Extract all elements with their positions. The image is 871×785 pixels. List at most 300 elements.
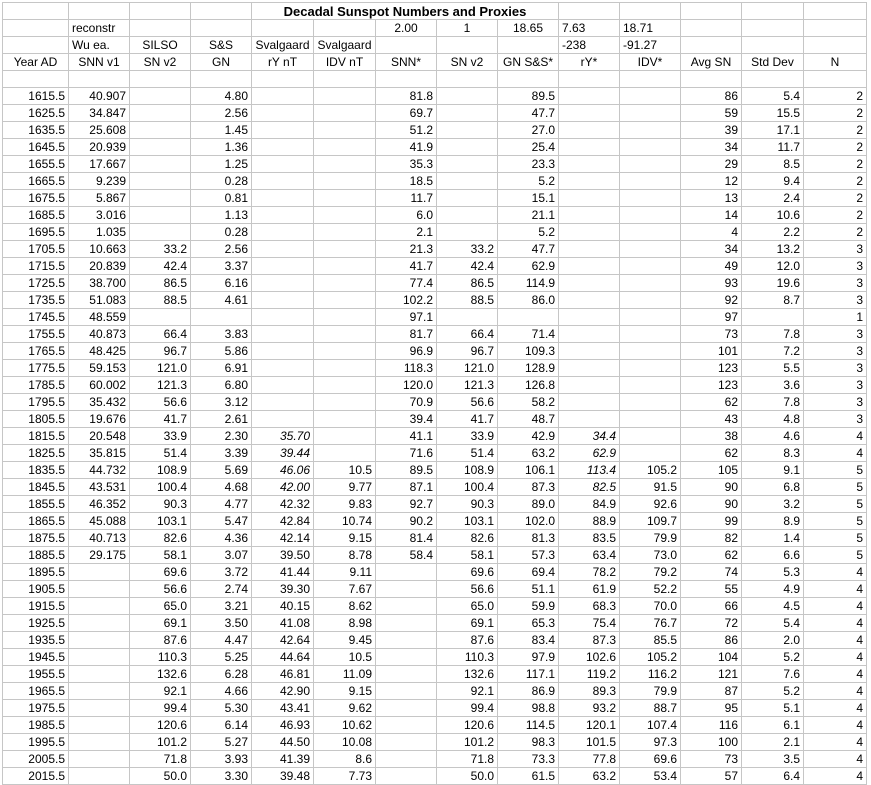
cell[interactable] [252,71,314,88]
data-cell[interactable]: 97.1 [376,309,437,326]
data-cell[interactable] [620,309,681,326]
data-cell[interactable]: 105 [681,462,742,479]
data-cell[interactable]: 58.4 [376,547,437,564]
data-cell[interactable]: 101.5 [559,734,620,751]
data-cell[interactable]: 46.81 [252,666,314,683]
year-cell[interactable]: 2005.5 [3,751,69,768]
header-cell[interactable]: Svalgaard [314,37,376,54]
data-cell[interactable]: 3.016 [69,207,130,224]
data-cell[interactable]: 5 [804,513,867,530]
data-cell[interactable] [620,445,681,462]
data-cell[interactable]: 21.3 [376,241,437,258]
data-cell[interactable]: 5 [804,479,867,496]
data-cell[interactable]: 107.4 [620,717,681,734]
data-cell[interactable]: 39 [681,122,742,139]
data-cell[interactable]: 63.2 [559,768,620,785]
data-cell[interactable]: 2 [804,105,867,122]
header-cell[interactable] [437,37,498,54]
data-cell[interactable]: 40.873 [69,326,130,343]
year-cell[interactable]: 1885.5 [3,547,69,564]
data-cell[interactable] [620,156,681,173]
data-cell[interactable]: 5.4 [742,615,804,632]
data-cell[interactable] [559,207,620,224]
data-cell[interactable]: 1.36 [191,139,252,156]
header-cell[interactable]: GN [191,54,252,71]
data-cell[interactable]: 100 [681,734,742,751]
data-cell[interactable] [559,377,620,394]
data-cell[interactable]: 109.3 [498,343,559,360]
data-cell[interactable] [559,411,620,428]
data-cell[interactable]: 3.6 [742,377,804,394]
data-cell[interactable]: 73.3 [498,751,559,768]
data-cell[interactable]: 4 [804,700,867,717]
data-cell[interactable]: 5.69 [191,462,252,479]
cell[interactable] [69,71,130,88]
data-cell[interactable]: 121.3 [130,377,191,394]
data-cell[interactable] [314,326,376,343]
data-cell[interactable] [69,598,130,615]
data-cell[interactable]: 8.9 [742,513,804,530]
data-cell[interactable]: 42.00 [252,479,314,496]
data-cell[interactable] [559,292,620,309]
year-cell[interactable]: 1905.5 [3,581,69,598]
data-cell[interactable]: 116.2 [620,666,681,683]
data-cell[interactable]: 2.0 [742,632,804,649]
data-cell[interactable]: 100.4 [437,479,498,496]
year-cell[interactable]: 1625.5 [3,105,69,122]
data-cell[interactable] [252,258,314,275]
data-cell[interactable]: 89.5 [498,88,559,105]
data-cell[interactable] [437,173,498,190]
year-cell[interactable]: 1875.5 [3,530,69,547]
data-cell[interactable]: 5.86 [191,343,252,360]
cell[interactable] [376,71,437,88]
data-cell[interactable]: 9.239 [69,173,130,190]
data-cell[interactable]: 20.548 [69,428,130,445]
data-cell[interactable]: 70.9 [376,394,437,411]
data-cell[interactable] [620,241,681,258]
data-cell[interactable]: 73 [681,751,742,768]
data-cell[interactable]: 4 [804,734,867,751]
data-cell[interactable]: 102.0 [498,513,559,530]
data-cell[interactable]: 5 [804,547,867,564]
data-cell[interactable]: 10.5 [314,462,376,479]
data-cell[interactable]: 69.1 [437,615,498,632]
data-cell[interactable]: 19.6 [742,275,804,292]
data-cell[interactable]: 46.06 [252,462,314,479]
year-cell[interactable]: 1685.5 [3,207,69,224]
data-cell[interactable] [559,343,620,360]
data-cell[interactable]: 121.0 [130,360,191,377]
data-cell[interactable]: 77.4 [376,275,437,292]
data-cell[interactable]: 29 [681,156,742,173]
year-cell[interactable]: 1745.5 [3,309,69,326]
data-cell[interactable]: 92.7 [376,496,437,513]
data-cell[interactable]: 33.9 [437,428,498,445]
data-cell[interactable]: 92.1 [437,683,498,700]
data-cell[interactable]: 10.6 [742,207,804,224]
data-cell[interactable] [437,224,498,241]
data-cell[interactable] [252,411,314,428]
data-cell[interactable] [498,309,559,326]
data-cell[interactable]: 7.8 [742,326,804,343]
data-cell[interactable]: 87.1 [376,479,437,496]
data-cell[interactable] [130,207,191,224]
header-cell[interactable]: Std Dev [742,54,804,71]
data-cell[interactable] [620,326,681,343]
data-cell[interactable]: 79.9 [620,530,681,547]
data-cell[interactable]: 4 [804,768,867,785]
header-cell[interactable]: IDV nT [314,54,376,71]
data-cell[interactable]: 4 [804,428,867,445]
data-cell[interactable]: 38 [681,428,742,445]
data-cell[interactable]: 5.47 [191,513,252,530]
data-cell[interactable]: 101 [681,343,742,360]
data-cell[interactable]: 9.62 [314,700,376,717]
data-cell[interactable]: 5.2 [498,173,559,190]
data-cell[interactable] [437,190,498,207]
year-cell[interactable]: 1835.5 [3,462,69,479]
data-cell[interactable] [620,258,681,275]
data-cell[interactable]: 48.559 [69,309,130,326]
data-cell[interactable] [314,360,376,377]
data-cell[interactable]: 20.839 [69,258,130,275]
data-cell[interactable] [130,156,191,173]
data-cell[interactable]: 6.8 [742,479,804,496]
data-cell[interactable]: 99.4 [130,700,191,717]
data-cell[interactable]: 1.45 [191,122,252,139]
data-cell[interactable]: 110.3 [437,649,498,666]
data-cell[interactable]: 90.2 [376,513,437,530]
data-cell[interactable]: 52.2 [620,581,681,598]
data-cell[interactable]: 0.28 [191,224,252,241]
data-cell[interactable]: 43.41 [252,700,314,717]
data-cell[interactable] [376,700,437,717]
data-cell[interactable]: 8.5 [742,156,804,173]
data-cell[interactable]: 86.5 [437,275,498,292]
data-cell[interactable]: 2.1 [376,224,437,241]
data-cell[interactable]: 9.4 [742,173,804,190]
data-cell[interactable]: 9.83 [314,496,376,513]
data-cell[interactable] [69,751,130,768]
data-cell[interactable]: 4 [804,581,867,598]
data-cell[interactable]: 79.2 [620,564,681,581]
header-cell[interactable] [252,20,314,37]
header-cell[interactable] [742,37,804,54]
data-cell[interactable]: 71.4 [498,326,559,343]
data-cell[interactable] [559,275,620,292]
cell[interactable] [437,71,498,88]
year-cell[interactable]: 1925.5 [3,615,69,632]
data-cell[interactable]: 61.9 [559,581,620,598]
data-cell[interactable] [252,122,314,139]
data-cell[interactable]: 6.14 [191,717,252,734]
data-cell[interactable]: 4 [804,666,867,683]
data-cell[interactable] [314,173,376,190]
data-cell[interactable]: 3.12 [191,394,252,411]
data-cell[interactable]: 4.6 [742,428,804,445]
data-cell[interactable] [559,105,620,122]
data-cell[interactable]: 90 [681,479,742,496]
data-cell[interactable]: 68.3 [559,598,620,615]
data-cell[interactable]: 73 [681,326,742,343]
data-cell[interactable] [559,360,620,377]
data-cell[interactable] [559,258,620,275]
data-cell[interactable]: 69.4 [498,564,559,581]
data-cell[interactable]: 106.1 [498,462,559,479]
header-cell[interactable]: SNN* [376,54,437,71]
data-cell[interactable]: 96.9 [376,343,437,360]
data-cell[interactable]: 41.7 [376,258,437,275]
data-cell[interactable]: 2.2 [742,224,804,241]
data-cell[interactable]: 2.56 [191,241,252,258]
cell[interactable] [681,71,742,88]
data-cell[interactable] [252,88,314,105]
header-cell[interactable] [376,37,437,54]
data-cell[interactable]: 9.45 [314,632,376,649]
data-cell[interactable] [314,224,376,241]
data-cell[interactable]: 40.15 [252,598,314,615]
header-cell[interactable]: 1 [437,20,498,37]
data-cell[interactable]: 5.3 [742,564,804,581]
data-cell[interactable] [559,139,620,156]
data-cell[interactable]: 51.083 [69,292,130,309]
data-cell[interactable] [252,292,314,309]
data-cell[interactable]: 5.867 [69,190,130,207]
data-cell[interactable]: 4 [804,683,867,700]
data-cell[interactable] [620,292,681,309]
data-cell[interactable] [559,122,620,139]
data-cell[interactable] [620,139,681,156]
data-cell[interactable]: 63.2 [498,445,559,462]
data-cell[interactable] [620,360,681,377]
data-cell[interactable] [559,224,620,241]
header-cell[interactable]: Avg SN [681,54,742,71]
year-cell[interactable]: 1805.5 [3,411,69,428]
data-cell[interactable] [314,292,376,309]
data-cell[interactable]: 88.9 [559,513,620,530]
data-cell[interactable]: 41.7 [437,411,498,428]
data-cell[interactable]: 44.732 [69,462,130,479]
data-cell[interactable]: 42.9 [498,428,559,445]
data-cell[interactable]: 3.83 [191,326,252,343]
data-cell[interactable]: 73.0 [620,547,681,564]
data-cell[interactable] [69,717,130,734]
data-cell[interactable]: 104 [681,649,742,666]
data-cell[interactable]: 103.1 [437,513,498,530]
cell[interactable] [498,71,559,88]
data-cell[interactable]: 39.30 [252,581,314,598]
data-cell[interactable]: 7.8 [742,394,804,411]
year-cell[interactable]: 1785.5 [3,377,69,394]
data-cell[interactable]: 6.6 [742,547,804,564]
year-cell[interactable]: 1615.5 [3,88,69,105]
data-cell[interactable]: 56.6 [437,581,498,598]
data-cell[interactable]: 103.1 [130,513,191,530]
data-cell[interactable]: 59 [681,105,742,122]
data-cell[interactable]: 5.1 [742,700,804,717]
year-cell[interactable]: 1635.5 [3,122,69,139]
data-cell[interactable]: 4 [804,632,867,649]
data-cell[interactable]: 2.4 [742,190,804,207]
data-cell[interactable]: 93.2 [559,700,620,717]
year-cell[interactable]: 1695.5 [3,224,69,241]
data-cell[interactable]: 69.6 [130,564,191,581]
data-cell[interactable]: 76.7 [620,615,681,632]
year-cell[interactable]: 1735.5 [3,292,69,309]
data-cell[interactable]: 42.4 [437,258,498,275]
header-cell[interactable] [498,37,559,54]
data-cell[interactable]: 119.2 [559,666,620,683]
cell[interactable] [804,71,867,88]
data-cell[interactable]: 4 [804,649,867,666]
data-cell[interactable]: 62 [681,547,742,564]
header-cell[interactable]: 18.65 [498,20,559,37]
year-cell[interactable]: 1865.5 [3,513,69,530]
data-cell[interactable]: 15.1 [498,190,559,207]
data-cell[interactable]: 55 [681,581,742,598]
data-cell[interactable]: 13 [681,190,742,207]
data-cell[interactable] [437,122,498,139]
data-cell[interactable] [314,343,376,360]
data-cell[interactable]: 5.2 [742,649,804,666]
cell[interactable] [804,3,867,20]
data-cell[interactable] [191,309,252,326]
data-cell[interactable]: 41.9 [376,139,437,156]
data-cell[interactable] [252,275,314,292]
year-cell[interactable]: 1845.5 [3,479,69,496]
data-cell[interactable] [252,207,314,224]
cell[interactable] [681,3,742,20]
data-cell[interactable]: 56.6 [130,581,191,598]
data-cell[interactable]: 2.30 [191,428,252,445]
data-cell[interactable]: 98.3 [498,734,559,751]
data-cell[interactable]: 51.2 [376,122,437,139]
data-cell[interactable] [559,88,620,105]
data-cell[interactable]: 5.25 [191,649,252,666]
data-cell[interactable]: 82.6 [130,530,191,547]
data-cell[interactable]: 53.4 [620,768,681,785]
data-cell[interactable]: 95 [681,700,742,717]
data-cell[interactable]: 12.0 [742,258,804,275]
data-cell[interactable]: 38.700 [69,275,130,292]
year-cell[interactable]: 1645.5 [3,139,69,156]
data-cell[interactable]: 117.1 [498,666,559,683]
data-cell[interactable]: 82 [681,530,742,547]
data-cell[interactable]: 39.4 [376,411,437,428]
data-cell[interactable] [69,734,130,751]
data-cell[interactable]: 7.67 [314,581,376,598]
data-cell[interactable] [314,258,376,275]
data-cell[interactable]: 0.81 [191,190,252,207]
data-cell[interactable]: 87.6 [437,632,498,649]
data-cell[interactable]: 97 [681,309,742,326]
data-cell[interactable] [252,139,314,156]
data-cell[interactable]: 34.847 [69,105,130,122]
data-cell[interactable]: 3.5 [742,751,804,768]
year-cell[interactable]: 2015.5 [3,768,69,785]
data-cell[interactable]: 4 [804,564,867,581]
data-cell[interactable]: 3.93 [191,751,252,768]
data-cell[interactable]: 3.07 [191,547,252,564]
cell[interactable] [69,3,130,20]
data-cell[interactable]: 21.1 [498,207,559,224]
data-cell[interactable]: 1.25 [191,156,252,173]
data-cell[interactable] [620,411,681,428]
data-cell[interactable]: 4.66 [191,683,252,700]
data-cell[interactable]: 56.6 [437,394,498,411]
data-cell[interactable]: 3 [804,360,867,377]
data-cell[interactable]: 8.7 [742,292,804,309]
data-cell[interactable]: 91.5 [620,479,681,496]
cell[interactable] [191,3,252,20]
data-cell[interactable]: 9.1 [742,462,804,479]
data-cell[interactable]: 43 [681,411,742,428]
data-cell[interactable]: 40.713 [69,530,130,547]
cell[interactable] [130,71,191,88]
data-cell[interactable]: 5.5 [742,360,804,377]
year-cell[interactable]: 1945.5 [3,649,69,666]
year-cell[interactable]: 1755.5 [3,326,69,343]
data-cell[interactable] [314,88,376,105]
data-cell[interactable]: 69.6 [437,564,498,581]
data-cell[interactable]: 102.6 [559,649,620,666]
data-cell[interactable]: 9.15 [314,683,376,700]
data-cell[interactable]: 34.4 [559,428,620,445]
data-cell[interactable]: 86.5 [130,275,191,292]
year-cell[interactable]: 1825.5 [3,445,69,462]
data-cell[interactable]: 105.2 [620,649,681,666]
data-cell[interactable]: 83.5 [559,530,620,547]
data-cell[interactable]: 99.4 [437,700,498,717]
data-cell[interactable]: 97.3 [620,734,681,751]
data-cell[interactable]: 47.7 [498,105,559,122]
data-cell[interactable] [252,241,314,258]
data-cell[interactable] [252,156,314,173]
data-cell[interactable]: 4 [681,224,742,241]
data-cell[interactable]: 59.153 [69,360,130,377]
cell[interactable] [3,3,69,20]
year-cell[interactable]: 1815.5 [3,428,69,445]
data-cell[interactable] [130,139,191,156]
data-cell[interactable] [252,190,314,207]
data-cell[interactable] [314,411,376,428]
data-cell[interactable]: 58.2 [498,394,559,411]
data-cell[interactable]: 86 [681,88,742,105]
data-cell[interactable] [69,683,130,700]
data-cell[interactable] [559,173,620,190]
data-cell[interactable]: 39.50 [252,547,314,564]
year-cell[interactable]: 1935.5 [3,632,69,649]
header-cell[interactable]: SN v2 [130,54,191,71]
year-cell[interactable]: 1995.5 [3,734,69,751]
data-cell[interactable]: 61.5 [498,768,559,785]
data-cell[interactable]: 58.1 [130,547,191,564]
data-cell[interactable]: 6.16 [191,275,252,292]
header-cell[interactable]: -238 [559,37,620,54]
data-cell[interactable] [252,105,314,122]
data-cell[interactable]: 101.2 [130,734,191,751]
data-cell[interactable]: 123 [681,377,742,394]
data-cell[interactable]: 35.432 [69,394,130,411]
cell[interactable] [620,71,681,88]
data-cell[interactable]: 81.7 [376,326,437,343]
data-cell[interactable]: 12 [681,173,742,190]
data-cell[interactable]: 5 [804,496,867,513]
data-cell[interactable]: 20.939 [69,139,130,156]
header-cell[interactable] [314,20,376,37]
data-cell[interactable]: 113.4 [559,462,620,479]
